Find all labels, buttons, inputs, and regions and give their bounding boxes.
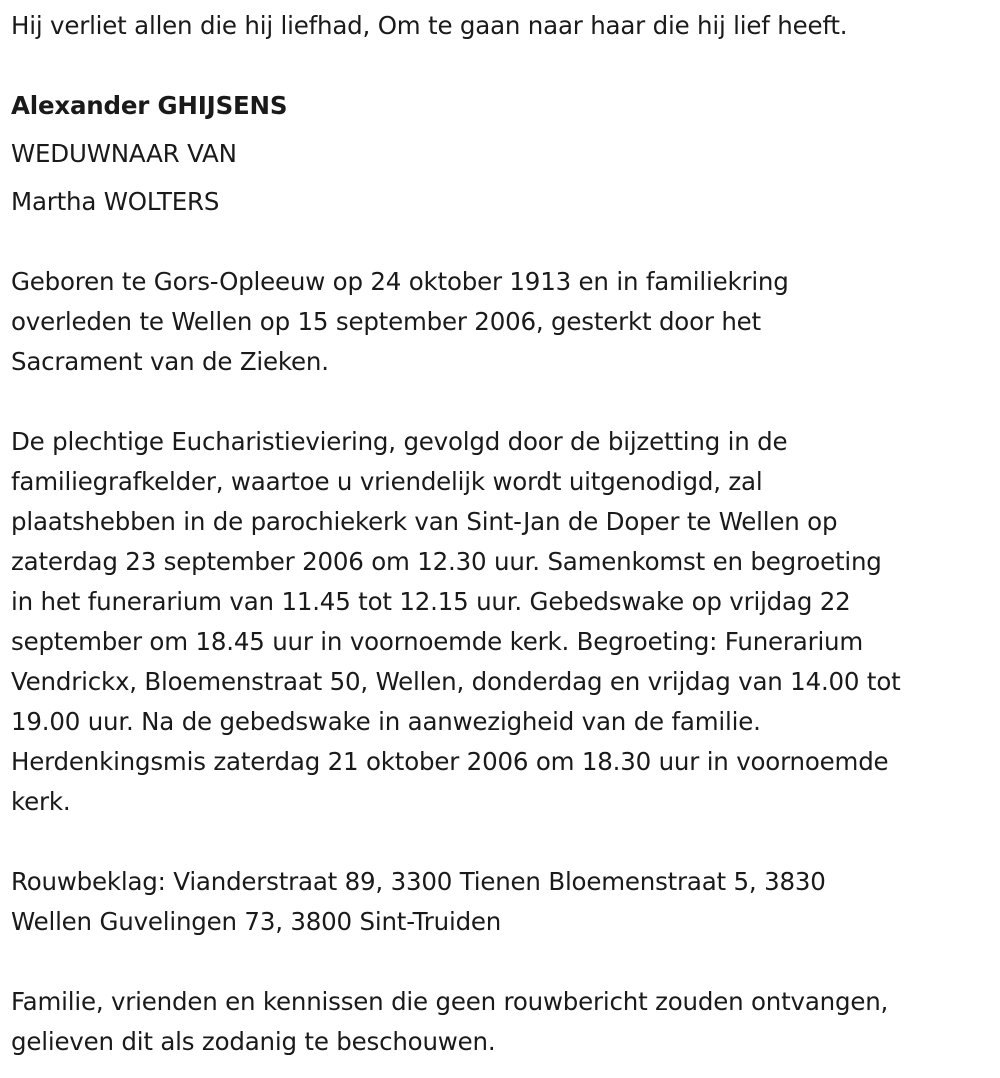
spouse-name: Martha WOLTERS	[11, 187, 220, 216]
paragraph-line: Herdenkingsmis zaterdag 21 oktober 2006 om 18.30 uur in voornoemde	[11, 747, 889, 776]
paragraph-line: De plechtige Eucharistieviering, gevolgd door de bijzetting in de	[11, 427, 788, 456]
paragraph-line: Sacrament van de Zieken.	[11, 347, 329, 376]
ceremony-paragraph	[11, 422, 991, 822]
opening-quote: Hij verliet allen die hij liefhad, Om te gaan naar haar die hij lief heeft.	[11, 11, 848, 40]
paragraph-line: Wellen Guvelingen 73, 3800 Sint-Truiden	[11, 907, 502, 936]
paragraph-line: Vendrickx, Bloemenstraat 50, Wellen, donderdag en vrijdag van 14.00 tot	[11, 667, 901, 696]
paragraph-line: Familie, vrienden en kennissen die geen rouwbericht zouden ontvangen,	[11, 987, 889, 1016]
paragraph-line: overleden te Wellen op 15 september 2006, gesterkt door het	[11, 307, 761, 336]
paragraph-line: september om 18.45 uur in voornoemde kerk. Begroeting: Funerarium	[11, 627, 864, 656]
paragraph-line: in het funerarium van 11.45 tot 12.15 uur. Gebedswake op vrijdag 22	[11, 587, 851, 616]
notice-paragraph	[11, 982, 991, 1062]
paragraph-line: Rouwbeklag: Vianderstraat 89, 3300 Tienen Bloemenstraat 5, 3830	[11, 867, 826, 896]
relation-label: WEDUWNAAR VAN	[11, 139, 237, 168]
paragraph-line: familiegrafkelder, waartoe u vriendelijk wordt uitgenodigd, zal	[11, 467, 763, 496]
paragraph-line: kerk.	[11, 787, 71, 816]
birth-death-paragraph	[11, 262, 991, 382]
deceased-name: Alexander GHIJSENS	[11, 91, 288, 120]
paragraph-line: zaterdag 23 september 2006 om 12.30 uur. Samenkomst en begroeting	[11, 547, 882, 576]
paragraph-line: Geboren te Gors-Opleeuw op 24 oktober 1913 en in familiekring	[11, 267, 789, 296]
paragraph-line: plaatshebben in de parochiekerk van Sint-Jan de Doper te Wellen op	[11, 507, 838, 536]
paragraph-line: gelieven dit als zodanig te beschouwen.	[11, 1027, 496, 1056]
condolences-paragraph	[11, 862, 991, 942]
paragraph-line: 19.00 uur. Na de gebedswake in aanwezigheid van de familie.	[11, 707, 761, 736]
